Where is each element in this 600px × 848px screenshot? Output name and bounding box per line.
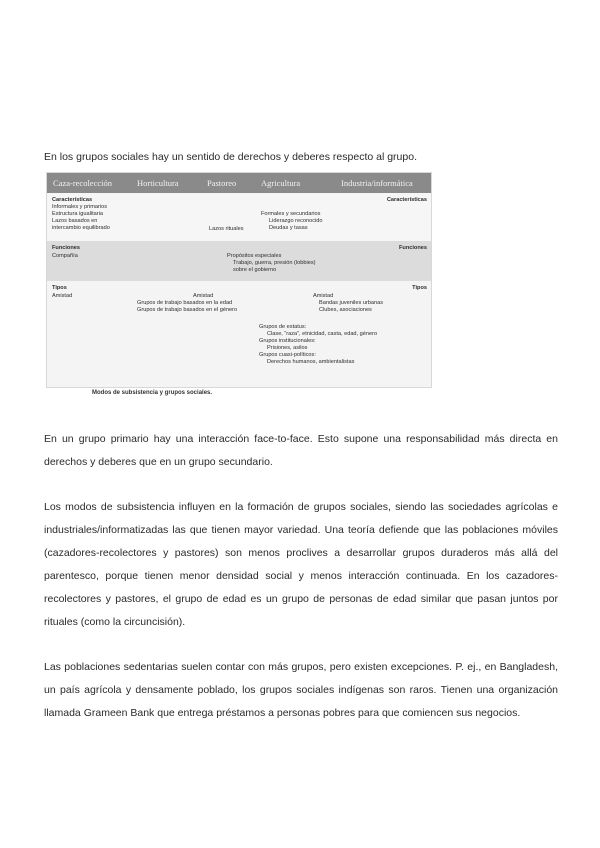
header-horticultura: Horticultura [137,178,179,188]
funciones-compania: Compañía [52,253,78,259]
figure-header-row [47,173,431,193]
tipos-title-right: Tipos [412,285,427,291]
tipos-edad-line: Grupos de trabajo basados en la edad [137,300,233,306]
tipos-urbanas-line: Clubes, asociaciones [319,307,372,313]
car-col1-line: Lazos basados en [52,218,98,224]
caracteristicas-title-right: Características [386,197,427,203]
tipos-urbanas-line: Bandas juveniles urbanas [319,300,384,306]
tipos-title: Tipos [52,285,67,291]
tipos-amistad-3: Amistad [313,293,334,299]
header-caza: Caza-recolección [53,178,112,188]
funciones-title: Funciones [52,245,80,251]
funciones-col2-line: Propósitos especiales [227,253,282,259]
band-caracteristicas [47,193,431,241]
tipos-estatus-line: Clase, “raza”, etnicidad, casta, edad, género [267,331,378,337]
tipos-estatus-line: Prisiones, asilos [267,345,308,351]
funciones-col2-line: Trabajo, guerra, presión (lobbies) [233,260,316,266]
header-agricultura: Agricultura [261,178,301,188]
tipos-edad-line: Grupos de trabajo basados en el género [137,307,238,313]
tipos-estatus-line: Grupos institucionales: [259,338,316,344]
paragraph-3: Las poblaciones sedentarias suelen contar con más grupos, pero existen excepciones. P. ej., en Bangladesh, un país agrícola y densamente poblado, los grupos sociales indígenas son raros. Tienen una organización llamada Grameen Bank que entrega préstamos a personas pobres para que comiencen sus negocios. [44,661,558,719]
caracteristicas-title: Características [52,197,93,203]
car-col1-line: Estructura igualitaria [52,211,103,217]
figure-caption: Modos de subsistencia y grupos sociales. [92,390,213,396]
tipos-estatus-line: Grupos cuasi-políticos: [259,352,316,358]
intro-paragraph: En los grupos sociales hay un sentido de derechos y deberes respecto al grupo. [44,151,417,163]
car-col3-line: Liderazgo reconocido [269,218,323,224]
header-pastoreo: Pastoreo [207,178,237,188]
tipos-amistad-2: Amistad [193,293,214,299]
tipos-amistad-1: Amistad [52,293,73,299]
car-col3-line: Deudas y tasas [269,225,308,231]
paragraph-1: En un grupo primario hay una interacción face-to-face. Esto supone una responsabilidad más directa en derechos y deberes que en un grupo secundario. [44,433,558,468]
header-industria: Industria/informática [341,178,413,188]
funciones-col2-line: sobre el gobierno [233,267,277,273]
funciones-title-right: Funciones [399,245,427,251]
tipos-estatus-line: Derechos humanos, ambientalistas [267,359,355,365]
paragraph-2: Los modos de subsistencia influyen en la formación de grupos sociales, siendo las sociedades agrícolas e industriales/informatizadas las que tienen mayor variedad. Una teoría defiende que las poblaciones móviles (cazadores-recolectores y pastores) son menos proclives a desarrollar grupos duraderos más allá del parentesco, porque tienen menor densidad social y menos interacción continuada. En los cazadores-recolectores y pastores, el grupo de edad es un grupo de personas de edad similar que pasan juntos por rituales (como la circuncisión). [44,501,558,628]
car-ritual: Lazos rituales [209,226,244,232]
car-col1-line: intercambio equilibrado [52,225,110,231]
subsistence-groups-figure [46,172,432,388]
car-col1-line: Informales y primarios [52,204,108,210]
car-col3-line: Formales y secundarios [261,211,321,217]
tipos-estatus-line: Grupos de estatus: [259,324,307,330]
